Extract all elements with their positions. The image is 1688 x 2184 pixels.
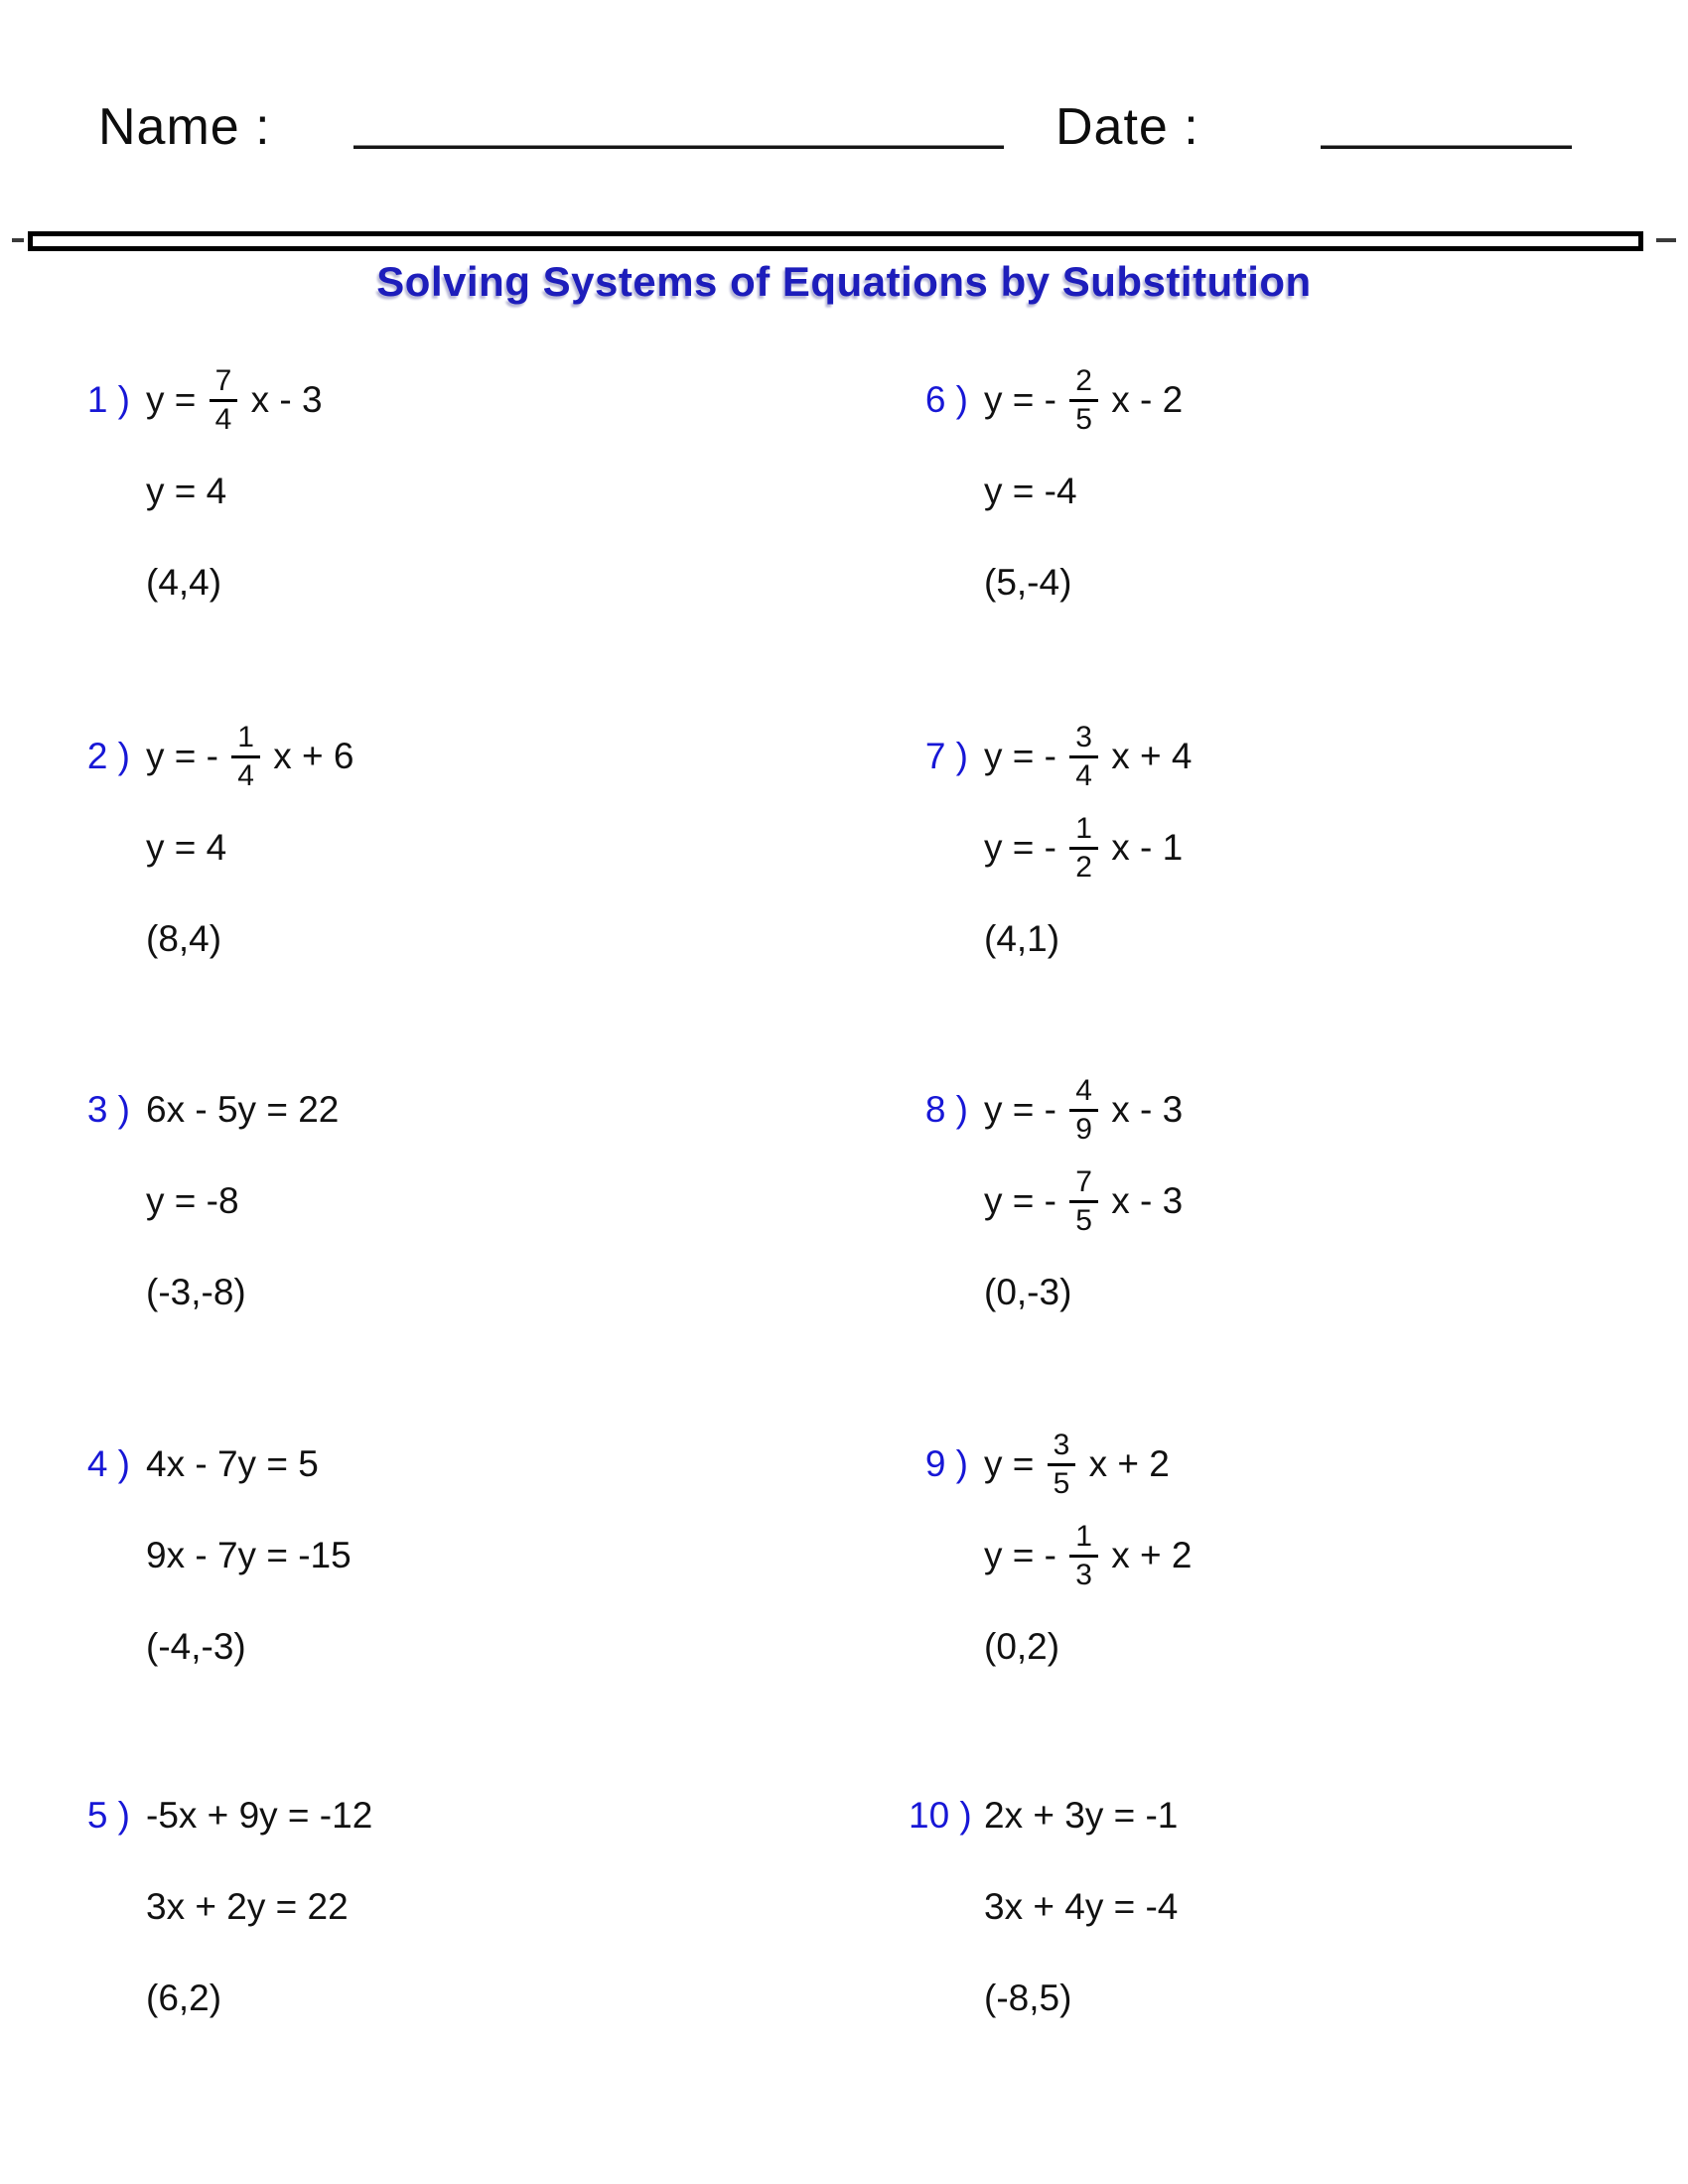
equation-text: y = - (984, 379, 1067, 420)
equation-line-2 (70, 802, 785, 893)
equation-text: y = - (984, 1180, 1067, 1221)
equation-2 (984, 812, 1183, 884)
fraction-denominator: 2 (1075, 850, 1092, 884)
fraction-denominator: 4 (237, 758, 254, 792)
fraction-numerator: 2 (1069, 364, 1098, 402)
fraction-denominator: 5 (1075, 402, 1092, 436)
fraction-numerator: 4 (1069, 1074, 1098, 1112)
fraction-numerator: 3 (1048, 1429, 1076, 1466)
answer-line (70, 537, 785, 628)
answer-text: (-3,-8) (146, 1272, 246, 1312)
equation-line-2 (70, 446, 785, 537)
equation-line-1 (909, 354, 1623, 446)
fraction (1069, 1074, 1098, 1146)
date-label: Date : (1055, 98, 1199, 156)
equation-text: y = (984, 1443, 1045, 1484)
fraction-numerator: 1 (1069, 812, 1098, 850)
problem-block (909, 1064, 1623, 1338)
answer-text: (-4,-3) (146, 1626, 246, 1667)
answer-line (70, 1953, 785, 2044)
answer-line (909, 1247, 1623, 1338)
fraction (1069, 812, 1098, 884)
fraction (1069, 1520, 1098, 1591)
answer-line (70, 893, 785, 985)
equation-text: -5x + 9y = -12 (146, 1795, 373, 1836)
equation-2 (984, 471, 1077, 512)
problem-block (70, 1064, 785, 1338)
equation-text: y = - (146, 736, 229, 776)
fraction-denominator: 4 (214, 402, 232, 436)
fraction (1069, 364, 1098, 436)
equation-text: x + 4 (1100, 736, 1193, 776)
answer-text: (0,2) (984, 1626, 1060, 1667)
answer-text: (5,-4) (984, 562, 1072, 603)
answer-text: (8,4) (146, 918, 222, 959)
equation-1 (984, 721, 1193, 792)
equation-line-1 (909, 1064, 1623, 1156)
equation-text: x - 3 (240, 379, 323, 420)
equation-text: y = -4 (984, 471, 1077, 511)
fraction (1069, 721, 1098, 792)
answer-line (70, 1601, 785, 1693)
equation-2 (984, 1520, 1193, 1591)
problem-number: 2 ) (86, 736, 130, 776)
answer-text: (0,-3) (984, 1272, 1072, 1312)
equation-text: x + 2 (1078, 1443, 1170, 1484)
equation-text: x - 3 (1100, 1180, 1184, 1221)
equation-line-2 (909, 802, 1623, 893)
problem-block (909, 1419, 1623, 1693)
equation-text: 3x + 4y = -4 (984, 1886, 1179, 1927)
equation-line-1 (70, 354, 785, 446)
equation-text: x - 2 (1100, 379, 1184, 420)
problem-block (909, 711, 1623, 985)
problem-number: 6 ) (924, 379, 968, 420)
equation-line-1 (909, 1419, 1623, 1510)
answer-line (909, 893, 1623, 985)
equation-2 (146, 1180, 239, 1222)
problem-number: 1 ) (86, 379, 130, 420)
equation-line-1 (70, 711, 785, 802)
fraction-numerator: 1 (231, 721, 260, 758)
equation-line-2 (70, 1861, 785, 1953)
fraction-denominator: 5 (1075, 1203, 1092, 1237)
fraction (1069, 1165, 1098, 1237)
equation-2 (146, 471, 226, 512)
equation-line-1 (909, 711, 1623, 802)
equation-1 (146, 364, 323, 436)
equation-text: y = 4 (146, 827, 227, 868)
problem-number: 8 ) (924, 1089, 968, 1130)
equation-line-2 (909, 1510, 1623, 1601)
answer-text: (6,2) (146, 1978, 222, 2018)
equation-text: x + 2 (1100, 1535, 1193, 1575)
equation-1 (146, 1443, 319, 1485)
page-title: Solving Systems of Equations by Substitution (376, 258, 1312, 305)
equation-text: y = (146, 379, 207, 420)
answer-line (70, 1247, 785, 1338)
equation-2 (146, 1535, 352, 1576)
problem-block (70, 354, 785, 628)
equation-text: y = 4 (146, 471, 227, 511)
equation-text: y = - (984, 736, 1067, 776)
equation-line-2 (70, 1510, 785, 1601)
equation-line-2 (909, 446, 1623, 537)
equation-text: 3x + 2y = 22 (146, 1886, 349, 1927)
equation-1 (146, 721, 354, 792)
problem-number: 7 ) (924, 736, 968, 776)
fraction-denominator: 3 (1075, 1558, 1092, 1591)
problem-number: 10 ) (909, 1795, 972, 1836)
equation-text: y = - (984, 1089, 1067, 1130)
equation-2 (146, 827, 226, 869)
equation-line-1 (909, 1770, 1623, 1861)
problem-block (70, 1419, 785, 1693)
equation-line-1 (70, 1064, 785, 1156)
problem-number: 5 ) (86, 1795, 130, 1836)
answer-line (909, 1953, 1623, 2044)
problem-block (909, 354, 1623, 628)
fraction (1048, 1429, 1076, 1500)
equation-1 (984, 1795, 1178, 1837)
answer-text: (4,1) (984, 918, 1060, 959)
fraction (210, 364, 238, 436)
equation-text: y = - (984, 1535, 1067, 1575)
equation-1 (984, 364, 1183, 436)
equation-text: 6x - 5y = 22 (146, 1089, 340, 1130)
equation-text: 4x - 7y = 5 (146, 1443, 319, 1484)
fraction-numerator: 7 (1069, 1165, 1098, 1203)
equation-line-2 (909, 1861, 1623, 1953)
fraction-numerator: 1 (1069, 1520, 1098, 1558)
fraction-numerator: 7 (210, 364, 238, 402)
equation-text: 2x + 3y = -1 (984, 1795, 1179, 1836)
equation-text: y = -8 (146, 1180, 239, 1221)
equation-1 (984, 1074, 1183, 1146)
problem-block (70, 711, 785, 985)
problem-number: 9 ) (924, 1443, 968, 1484)
problem-block (70, 1770, 785, 2044)
equation-text: y = - (984, 827, 1067, 868)
equation-text: x - 1 (1100, 827, 1184, 868)
equation-1 (984, 1429, 1170, 1500)
equation-line-1 (70, 1419, 785, 1510)
answer-line (909, 537, 1623, 628)
equation-line-1 (70, 1770, 785, 1861)
equation-line-2 (909, 1156, 1623, 1247)
answer-line (909, 1601, 1623, 1693)
fraction-denominator: 9 (1075, 1112, 1092, 1146)
answer-text: (4,4) (146, 562, 222, 603)
problem-block (909, 1770, 1623, 2044)
fraction (231, 721, 260, 792)
problem-number: 4 ) (86, 1443, 130, 1484)
equation-1 (146, 1089, 339, 1131)
answer-text: (-8,5) (984, 1978, 1072, 2018)
fraction-numerator: 3 (1069, 721, 1098, 758)
name-label: Name : (98, 98, 271, 156)
problem-number: 3 ) (86, 1089, 130, 1130)
equation-1 (146, 1795, 372, 1837)
fraction-denominator: 4 (1075, 758, 1092, 792)
equation-text: 9x - 7y = -15 (146, 1535, 352, 1575)
equation-text: x + 6 (262, 736, 354, 776)
equation-text: x - 3 (1100, 1089, 1184, 1130)
equation-line-2 (70, 1156, 785, 1247)
equation-2 (984, 1165, 1183, 1237)
equation-2 (984, 1886, 1178, 1928)
equation-2 (146, 1886, 349, 1928)
fraction-denominator: 5 (1053, 1466, 1070, 1500)
